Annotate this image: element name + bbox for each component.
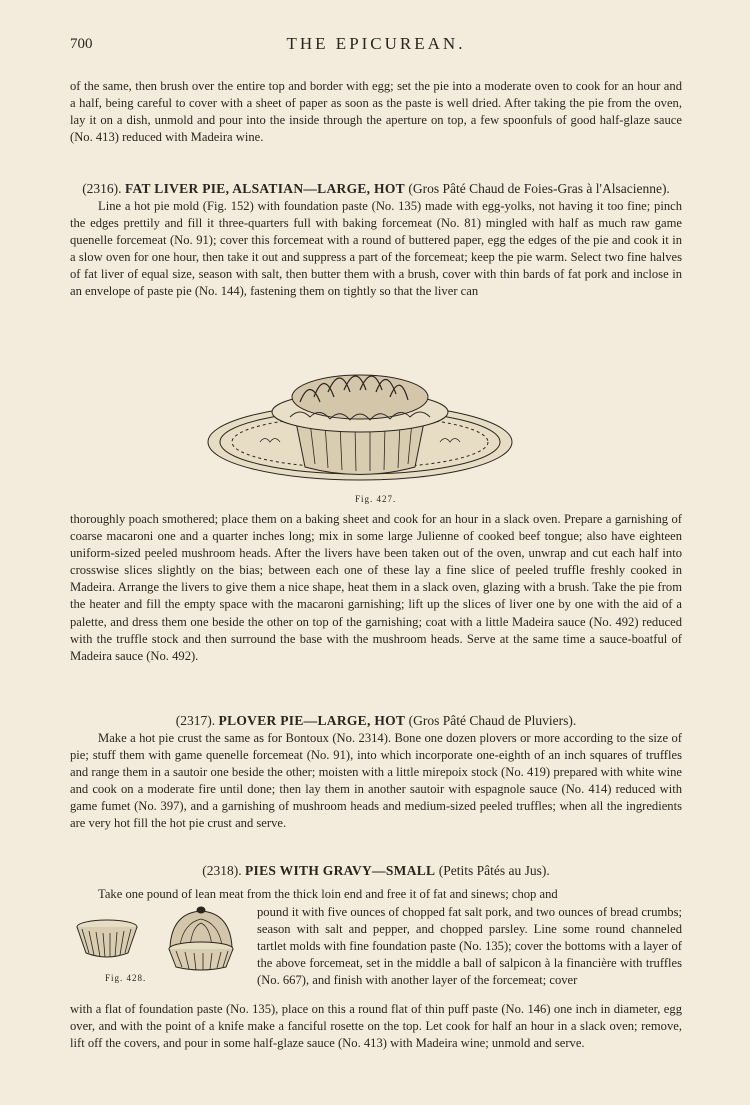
recipe-2317-text: Make a hot pie crust the same as for Bontoux (No. 2314). Bone one dozen plovers or more according to the size of pie; stuff them with game quenelle forcemeat (No. 91), into which incorporate one-eighth of an inch squares of truffles and range them in a sautoir one beside the other; moisten with a little mirepoix stock (No. 419) prepared with white wine and cook on a moderate fire until done; then lay them in another sautoir with espagnole sauce (No. 414) reduced with game fumet (No. 397), and a garnishing of mushroom heads and medium-sized peeled truffles; when all the ingredients are very hot fill the hot pie crust and serve. (70, 731, 682, 831)
recipe-2318-tail-paragraph: with a flat of foundation paste (No. 135), place on this a round flat of thin puff paste (No. 146) one inch in diameter, egg over, and with the point of a knife make a fanciful rosette on the top. Let cook for half an hour in a slack oven; remove, lift off the covers, and pour in some half-glaze sauce (No. 413) with Madeira wine; unmold and serve. (70, 1002, 682, 1051)
figure-427-pie-illustration (200, 342, 520, 492)
continuation-text: of the same, then brush over the entire top and border with egg; set the pie into a moderate oven to cook for an hour and a half, being careful to cover with a sheet of paper as soon as the paste is well dried. After taking the pie from the oven, lay it on a dish, unmold and pour into the inside through the aperture on top, a few spoonfuls of good half-glaze sauce (No. 413) reduced with Madeira wine. (70, 79, 682, 145)
running-title: THE EPICUREAN. (286, 34, 466, 53)
recipe-2317-heading (70, 712, 682, 730)
recipe-2318-section (70, 862, 682, 880)
figure-427-caption: Fig. 427. (355, 494, 397, 504)
page-header (70, 34, 682, 56)
recipe-2316-heading (70, 180, 682, 198)
recipe-2318-heading (70, 862, 682, 880)
recipe-2316-title: FAT LIVER PIE, ALSATIAN—LARGE, HOT (124, 181, 405, 196)
recipe-2318-french-title: (Petits Pâtés au Jus). (438, 863, 550, 878)
figure-428-caption: Fig. 428. (105, 973, 147, 983)
recipe-2318-tail-text (70, 1001, 682, 1052)
continuation-paragraph (70, 78, 682, 146)
recipe-2317-french-title: (Gros Pâté Chaud de Pluviers). (408, 713, 577, 728)
recipe-2316-text-part1: Line a hot pie mold (Fig. 152) with foundation paste (No. 135) made with egg-yolks, not having it too fine; pinch the edges prettily and fill it three-quarters full with baking forcemeat (No. 81) mingled with half as much raw game quenelle forcemeat (No. 91); cover this forcemeat with a round of buttered paper, egg the edges of the pie and cook it in a slow oven for one hour, then take it out and suppress a part of the forcemeat; keep the pie warm. Select two fine halves of fat liver of equal size, season with salt, then butter them with a brush, cover with thin bards of fat pork and inclose in an envelope of paste pie (No. 144), fastening them on tightly so that the liver can (70, 199, 682, 299)
figure-428-tartlet-illustration (72, 905, 242, 975)
recipe-2316-section-continued (70, 511, 682, 665)
recipe-2318-wrapped-text (257, 904, 682, 989)
recipe-2316-number: (2316). (82, 181, 122, 196)
recipe-2317-title: PLOVER PIE—LARGE, HOT (218, 713, 406, 728)
recipe-2316-section (70, 180, 682, 301)
recipe-2318-title: PIES WITH GRAVY—SMALL (245, 863, 436, 878)
recipe-2318-wrapped-paragraph: pound it with five ounces of chopped fat salt pork, and two ounces of bread crumbs; season with salt and pepper, and chopped parsley. Line some round channeled tartlet molds with fine foundation paste (No. 135); cover the bottoms with a layer of the above forcemeat, set in the middle a ball of salpicon à la financière with truffles (No. 667), and finish with another layer of the forcemeat; cover (257, 905, 682, 988)
recipe-2317-section (70, 712, 682, 833)
recipe-2318-number: (2318). (202, 863, 242, 878)
page-number: 700 (70, 36, 93, 52)
recipe-2316-french-title: (Gros Pâté Chaud de Foies-Gras à l'Alsacienne). (408, 181, 670, 196)
recipe-2318-first-line: Take one pound of lean meat from the thick loin end and free it of fat and sinews; chop and (98, 887, 558, 901)
recipe-2316-text-part2: thoroughly poach smothered; place them on a baking sheet and cook for an hour in a slack oven. Prepare a garnishing of coarse macaroni one and a quarter inches long; mix in some large Julienne of cooked beef tongue; also have eighteen uniform-sized peeled mushroom heads. After the livers have been taken out of the oven, unwrap and cut each half into crosswise slices slightly on the bias; between each one of these lay a fine slice of peeled truffle freshly cooked in Madeira. Arrange the livers to give them a nice shape, heat them in a slack oven, glazing with a brush. Take the pie from the heater and fill the empty space with the macaroni garnishing; lift up the slices of liver one by one with the aid of a palette, and dress them one beside the other on top of the garnishing; coat with a little Madeira sauce (No. 492) reduced with the truffle stock and then surround the base with the mushroom heads. Serve at the same time a sauce-boatful of Madeira sauce (No. 492). (70, 512, 682, 663)
recipe-2317-number: (2317). (175, 713, 216, 728)
